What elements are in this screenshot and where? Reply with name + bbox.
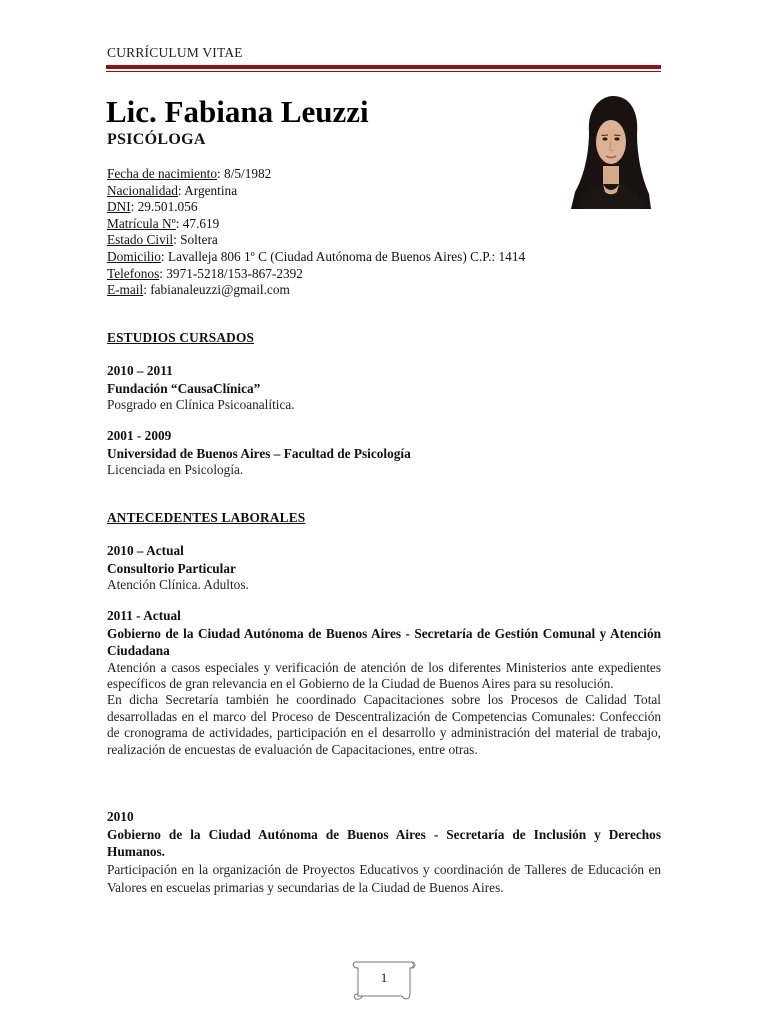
page-number: 1 <box>380 970 388 985</box>
entry-organization: Fundación “CausaClínica” <box>107 380 261 396</box>
entry-years: 2001 - 2009 <box>107 428 172 443</box>
person-name: Lic. Fabiana Leuzzi <box>106 94 369 129</box>
detail-dni: DNI: 29.501.056 <box>107 199 198 215</box>
detail-phones: Telefonos: 3971-5218/153-867-2392 <box>107 265 303 281</box>
detail-license: Matrícula Nº: 47.619 <box>107 215 220 231</box>
detail-nationality: Nacionalidad: Argentina <box>107 182 238 198</box>
profile-photo <box>563 92 659 209</box>
detail-marital-status: Estado Civil: Soltera <box>107 232 218 248</box>
section-studies-title-wrap <box>107 330 661 346</box>
entry-description-continued: En dicha Secretaría también he coordinado Capacitaciones sobre los Procesos de Calidad Total desarrolladas en el marco del Proceso de Descentralización de Competencias Comunales: Confección de cronograma de actividades, participación en el desarrollo y administración del material de trabajo, realización de encuestas de evaluación de Capacitaciones, entre otras. <box>107 692 661 757</box>
entry-description: Posgrado en Clínica Psicoanalítica. <box>107 397 295 412</box>
personal-details <box>107 166 525 299</box>
entry-years: 2010 <box>107 809 134 824</box>
person-profession: PSICÓLOGA <box>107 131 206 148</box>
work-entry <box>107 608 661 758</box>
entry-years: 2010 – Actual <box>107 543 184 558</box>
entry-organization: Universidad de Buenos Aires – Facultad de Psicología <box>107 445 411 461</box>
entry-description: Participación en la organización de Proyectos Educativos y coordinación de Talleres de Educación en Valores en escuelas primarias y secundarias de la Ciudad de Buenos Aires. <box>107 861 661 895</box>
entry-description: Atención Clínica. Adultos. <box>107 577 249 592</box>
header-rule-thin <box>106 71 661 72</box>
document-header: CURRÍCULUM VITAE <box>107 45 243 60</box>
studies-entry <box>107 428 661 478</box>
entry-description: Licenciada en Psicología. <box>107 462 244 477</box>
detail-birthdate: Fecha de nacimiento: 8/5/1982 <box>107 166 272 181</box>
entry-organization: Consultorio Particular <box>107 560 236 576</box>
entry-organization: Gobierno de la Ciudad Autónoma de Buenos Aires - Secretaría de Inclusión y Derechos Humanos. <box>107 826 661 859</box>
page-number-badge <box>348 956 420 1002</box>
section-studies-title: ESTUDIOS CURSADOS <box>107 330 255 345</box>
detail-email: E-mail: fabianaleuzzi@gmail.com <box>107 282 290 298</box>
detail-address: Domicilio: Lavalleja 806 1º C (Ciudad Autónoma de Buenos Aires) C.P.: 1414 <box>107 248 526 264</box>
entry-description: Atención a casos especiales y verificación de atención de los diferentes Ministerios ante expedientes específicos de gran relevancia en el Gobierno de la Ciudad de Buenos Aires para su resolución. <box>107 659 661 691</box>
work-entry <box>107 543 661 593</box>
studies-entry <box>107 363 661 413</box>
entry-years: 2011 - Actual <box>107 608 181 623</box>
entry-years: 2010 – 2011 <box>107 363 173 378</box>
profile-photo-illustration <box>563 92 659 209</box>
entry-organization: Gobierno de la Ciudad Autónoma de Buenos Aires - Secretaría de Gestión Comunal y Atención Ciudadana <box>107 625 661 658</box>
work-entry <box>107 809 661 897</box>
header-rule-thick <box>106 65 661 69</box>
section-work-title: ANTECEDENTES LABORALES <box>107 510 306 525</box>
section-work-title-wrap <box>107 510 661 526</box>
